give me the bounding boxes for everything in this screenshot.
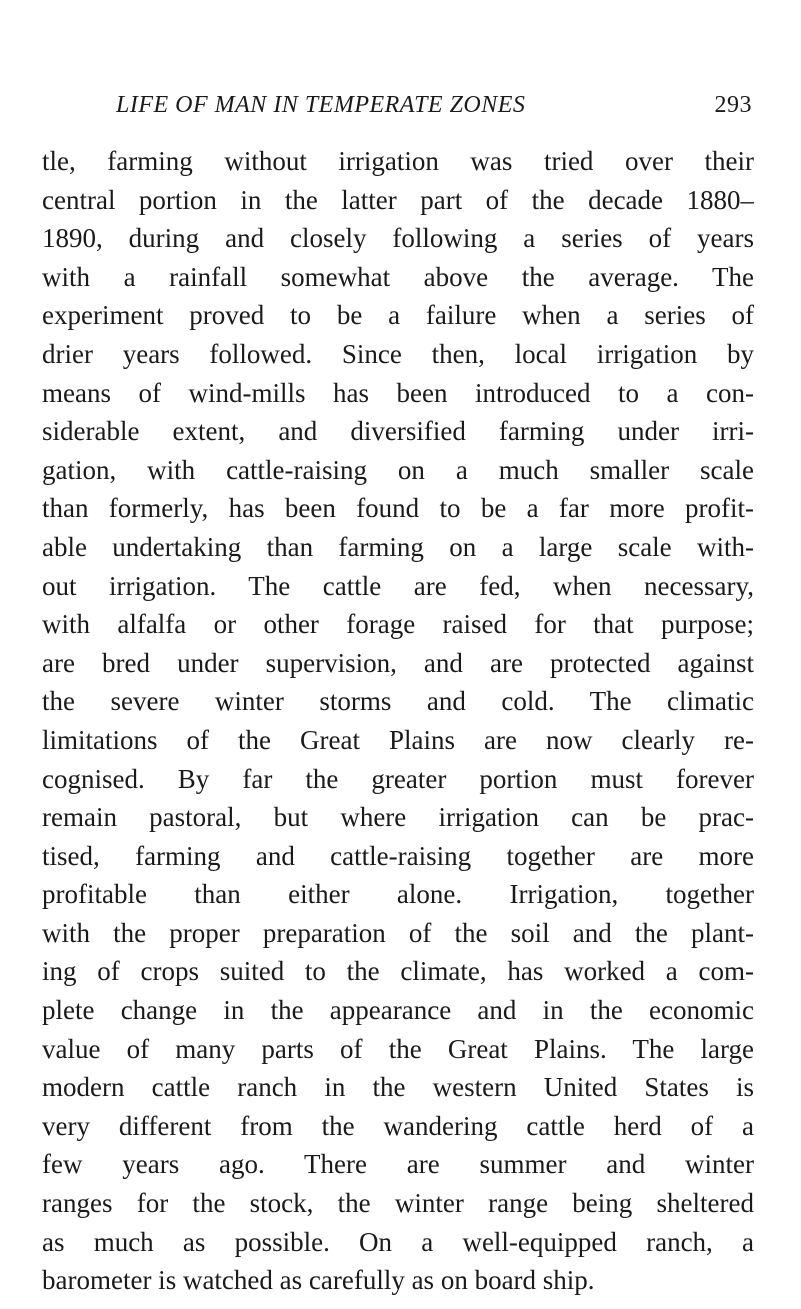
text-line: limitations of the Great Plains are now clearly re- [42, 724, 754, 755]
text-line: barometer is watched as carefully as on board ship. [42, 1265, 595, 1296]
text-line: are bred under supervision, and are protected against [42, 647, 754, 678]
text-line: than formerly, has been found to be a far more profit- [42, 493, 754, 524]
text-line: tised, farming and cattle-raising together are more [42, 840, 754, 871]
text-line: plete change in the appearance and in the economic [42, 995, 754, 1026]
text-line: very different from the wandering cattle herd of a [42, 1110, 754, 1141]
text-line: ing of crops suited to the climate, has worked a com- [42, 956, 754, 987]
text-line: modern cattle ranch in the western United States is [42, 1072, 754, 1103]
text-line: 1890, during and closely following a series of years [42, 223, 754, 254]
text-line: central portion in the latter part of the decade 1880– [42, 184, 754, 215]
text-line: experiment proved to be a failure when a series of [42, 300, 754, 331]
text-line: out irrigation. The cattle are fed, when necessary, [42, 570, 754, 601]
text-line: profitable than either alone. Irrigation, together [42, 879, 754, 910]
text-line: gation, with cattle-raising on a much smaller scale [42, 454, 754, 485]
text-line: drier years followed. Since then, local irrigation by [42, 338, 754, 369]
text-line: means of wind-mills has been introduced to a con- [42, 377, 754, 408]
text-line: able undertaking than farming on a large scale with- [42, 531, 754, 562]
text-line: with a rainfall somewhat above the average. The [42, 261, 754, 292]
text-line: tle, farming without irrigation was tried over their [42, 146, 754, 176]
text-line: with the proper preparation of the soil and the plant- [42, 917, 754, 948]
text-line: the severe winter storms and cold. The climatic [42, 686, 754, 717]
running-head-title: LIFE OF MAN IN TEMPERATE ZONES [116, 92, 526, 118]
body-paragraph [42, 142, 754, 1300]
text-line: cognised. By far the greater portion must forever [42, 763, 754, 794]
text-line: remain pastoral, but where irrigation can be prac- [42, 802, 754, 833]
text-line: few years ago. There are summer and winter [42, 1149, 754, 1180]
text-line: ranges for the stock, the winter range being sheltered [42, 1188, 754, 1219]
text-line: as much as possible. On a well-equipped ranch, a [42, 1226, 754, 1257]
page-number: 293 [714, 92, 752, 118]
text-line: value of many parts of the Great Plains. The large [42, 1033, 754, 1064]
text-line: with alfalfa or other forage raised for that purpose; [42, 609, 754, 640]
text-line: siderable extent, and diversified farming under irri- [42, 416, 754, 447]
running-head [116, 92, 752, 124]
